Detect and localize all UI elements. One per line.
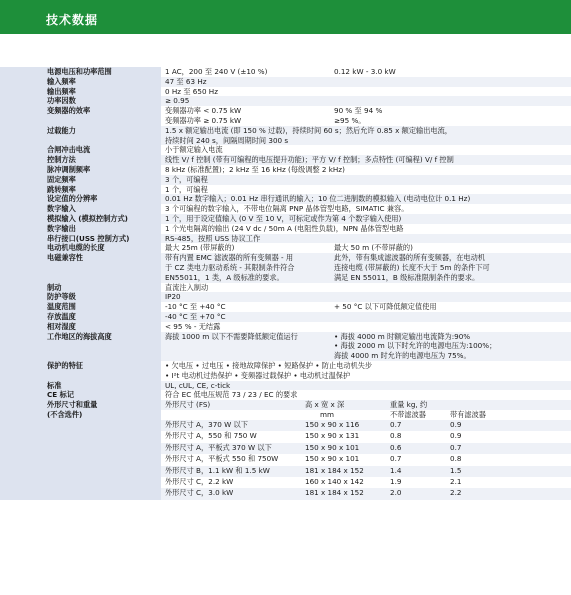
spec-row <box>0 224 571 234</box>
spec-value <box>165 145 223 155</box>
spec-row <box>0 96 571 106</box>
spec-line: 90 % 至 94 % <box>334 106 383 116</box>
spec-value <box>165 302 225 312</box>
spec-line: 于 CZ 类电力驱动系统 - 其限制条件符合 <box>165 262 295 272</box>
dim-weight-nofilter: 0.7 <box>390 419 402 429</box>
spec-label-empty <box>0 488 161 499</box>
spec-value <box>165 126 452 146</box>
spec-line: 连接电缆 (带屏蔽的) 长度不大于 5m 的条件下可 <box>334 262 490 272</box>
spec-label: 相对湿度 <box>0 322 161 332</box>
spec-line: 符合 EC 低电压规范 73 / 23 / EC 的要求 <box>165 390 298 400</box>
spec-row <box>0 381 571 391</box>
dim-weight-nofilter: 0.6 <box>390 442 402 452</box>
spec-label: 过载能力 <box>0 126 161 146</box>
spec-value <box>165 77 207 87</box>
spec-line: 满足 EN 55011，B 级标准限制条件的要求。 <box>334 272 480 282</box>
dim-size: 150 x 90 x 101 <box>305 442 360 452</box>
dim-weight-filter: 0.7 <box>450 442 462 452</box>
spec-value <box>165 332 298 342</box>
spec-row <box>0 185 571 195</box>
spec-label: 合闸冲击电流 <box>0 145 161 155</box>
spec-label: 输出频率 <box>0 87 161 97</box>
dim-frame: 外形尺寸 B，1.1 kW 和 1.5 kW <box>165 465 270 475</box>
spec-value <box>165 224 403 234</box>
spec-table <box>0 67 571 500</box>
header-bar <box>0 0 571 34</box>
spec-line: 8 kHz (标准配置)；2 kHz 至 16 kHz (每级调整 2 kHz) <box>165 164 345 174</box>
spec-value-secondary <box>334 67 396 77</box>
spec-label: 电源电压和功率范围 <box>0 67 161 77</box>
dim-frame: 外形尺寸 A，550 和 750 W <box>165 431 257 441</box>
spec-row <box>0 302 571 312</box>
spec-line: • 海拔 2000 m 以下时允许的电源电压为:100%； <box>334 341 497 351</box>
dim-frame: 外形尺寸 A，平板式 550 和 750W <box>165 454 279 464</box>
spec-row <box>0 477 571 488</box>
dim-frame: 外形尺寸 A，平板式 370 W 以下 <box>165 442 272 452</box>
spec-line: 海拔 1000 m 以下不需要降低额定值运行 <box>165 331 298 341</box>
spec-value <box>165 390 297 400</box>
spec-line: < 95 % - 无结露 <box>165 321 221 331</box>
spec-row <box>0 361 571 381</box>
spec-label: 电磁兼容性 <box>0 253 161 282</box>
spec-value-secondary <box>334 243 413 253</box>
spec-line: 最大 50 m (不带屏蔽的) <box>334 243 413 253</box>
spec-line: 3 个可编程的数字输入，不带电位隔离 PNP 晶体管型电路，SIMATIC 兼容。 <box>165 204 409 214</box>
spec-value <box>165 322 220 332</box>
spec-value <box>165 214 401 224</box>
spec-row <box>0 400 571 410</box>
dim-head-unit: mm <box>320 409 335 419</box>
dim-size: 150 x 90 x 101 <box>305 454 360 464</box>
spec-row <box>0 292 571 302</box>
spec-sublabel: (不含选件) <box>0 410 161 420</box>
spec-line: -10 °C 至 +40 °C <box>165 302 226 312</box>
spec-value <box>165 204 408 214</box>
spec-line: + 50 °C 以下可降低额定值使用 <box>334 302 437 312</box>
spec-label: 串行接口(USS 控制方式) <box>0 234 161 244</box>
spec-line: 1 个光电隔离的输出 (24 V dc / 50m A (电阻性负载)，NPN 晶体管型电路 <box>165 223 404 233</box>
spec-row <box>0 175 571 185</box>
spec-line: 0.12 kW - 3.0 kW <box>334 67 396 76</box>
spec-label: 功率因数 <box>0 96 161 106</box>
dim-head-dims: 高 x 宽 x 深 <box>305 400 345 410</box>
dim-size: 150 x 90 x 131 <box>305 431 360 441</box>
spec-label: 电动机电缆的长度 <box>0 243 161 253</box>
spec-label: 模拟输入 (模拟控制方式) <box>0 214 161 224</box>
spec-label-empty <box>0 431 161 442</box>
spec-value <box>165 381 230 391</box>
spec-row <box>0 283 571 293</box>
spec-value <box>165 165 345 175</box>
spec-value <box>165 292 181 302</box>
dim-weight-filter: 0.8 <box>450 454 462 464</box>
spec-label-empty <box>0 477 161 488</box>
spec-value <box>165 87 218 97</box>
spec-line: UL, cUL, CE, c-tick <box>165 380 231 390</box>
spec-row <box>0 214 571 224</box>
spec-row <box>0 253 571 282</box>
spec-line: IP20 <box>165 292 181 302</box>
spec-line: 直流注入制动 <box>165 282 209 292</box>
dim-head-w2: 带有滤波器 <box>450 409 486 419</box>
spec-line: 海拔 4000 m 时允许的电源电压为 75%。 <box>334 351 471 361</box>
spec-label: 数字输出 <box>0 224 161 234</box>
spec-value <box>165 185 208 195</box>
spec-line: 47 至 63 Hz <box>165 76 207 86</box>
spec-value <box>165 234 260 244</box>
spec-line: 变频器功率 < 0.75 kW <box>165 106 242 116</box>
spec-line: 持续时间 240 s，间隔周期时间 300 s <box>165 135 289 145</box>
spec-line: EN55011，1 类，A 级标准的要求。 <box>165 272 284 282</box>
spec-label-empty <box>0 420 161 431</box>
spec-value-secondary <box>334 253 490 282</box>
spec-row <box>0 322 571 332</box>
spec-label: 控制方法 <box>0 155 161 165</box>
spec-label: 跳转频率 <box>0 185 161 195</box>
spec-value <box>165 243 234 253</box>
spec-line: 1 个，可编程 <box>165 184 208 194</box>
spec-row <box>0 332 571 361</box>
spec-label: 输入频率 <box>0 77 161 87</box>
spec-line: 0 Hz 至 650 Hz <box>165 86 218 96</box>
spec-label: 保护的特征 <box>0 361 161 381</box>
dim-weight-nofilter: 2.0 <box>390 488 402 498</box>
spec-line: 1 个，用于设定值输入 (0 V 至 10 V，可标定或作为第 4 个数字输入使用) <box>165 213 402 223</box>
spec-line: 1 AC，200 至 240 V (±10 %) <box>165 67 268 76</box>
dim-size: 181 x 184 x 152 <box>305 465 364 475</box>
spec-label-empty <box>0 466 161 477</box>
spec-label: 防护等级 <box>0 292 161 302</box>
spec-row <box>0 145 571 155</box>
spec-row <box>0 390 571 400</box>
dim-frame: 外形尺寸 C，2.2 kW <box>165 476 234 486</box>
dim-frame: 外形尺寸 A，370 W 以下 <box>165 419 248 429</box>
spec-line: 带有内置 EMC 滤波器的所有变频器 - 用 <box>165 253 294 263</box>
spec-label: 存放温度 <box>0 312 161 322</box>
spec-label: 制动 <box>0 283 161 293</box>
dim-weight-nofilter: 0.7 <box>390 454 402 464</box>
dim-weight-filter: 1.5 <box>450 465 462 475</box>
spec-row <box>0 443 571 454</box>
dim-head-frame: 外形尺寸 (FS) <box>165 400 211 410</box>
spec-line: ≥ 0.95 <box>165 96 190 106</box>
spec-line: 0.01 Hz 数字输入；0.01 Hz 串行通讯的输入；10 位二进制数的模拟输入 (电动电位计 0.1 Hz) <box>165 194 471 204</box>
spec-value <box>165 175 208 185</box>
spec-line: 此外，带有集成滤波器的所有变频器，在电动机 <box>334 253 485 263</box>
spec-row <box>0 312 571 322</box>
spec-row <box>0 243 571 253</box>
spec-line: ≥95 %。 <box>334 115 366 125</box>
dim-weight-filter: 0.9 <box>450 431 462 441</box>
spec-value <box>165 194 470 204</box>
spec-row <box>0 165 571 175</box>
dim-head-w1: 不带滤波器 <box>390 409 426 419</box>
spec-value-secondary <box>334 106 382 126</box>
spec-label: 工作地区的海拔高度 <box>0 332 161 361</box>
spec-label: 固定频率 <box>0 175 161 185</box>
spec-row <box>0 488 571 499</box>
spec-row <box>0 204 571 214</box>
spec-row <box>0 194 571 204</box>
spec-row <box>0 420 571 431</box>
dim-weight-nofilter: 0.8 <box>390 431 402 441</box>
dim-weight-filter: 2.1 <box>450 476 462 486</box>
spec-row <box>0 454 571 465</box>
spec-row <box>0 234 571 244</box>
spec-line: • I²t 电动机过热保护 • 变频器过载保护 • 电动机过温保护 <box>165 370 351 380</box>
dim-weight-nofilter: 1.9 <box>390 476 402 486</box>
spec-value <box>165 155 454 165</box>
spec-line: • 海拔 4000 m 时额定输出电流降为:90% <box>334 331 471 341</box>
spec-value <box>165 67 267 77</box>
spec-line: 线性 V/ f 控制 (带有可编程的电压提升功能)；平方 V/ f 控制；多点特性 (可编程) V/ f 控制 <box>165 155 454 165</box>
spec-row <box>0 77 571 87</box>
spec-row <box>0 106 571 126</box>
spec-value <box>165 253 295 282</box>
dim-weight-nofilter: 1.4 <box>390 465 402 475</box>
spec-line: 变频器功率 ≥ 0.75 kW <box>165 115 242 125</box>
spec-label-empty <box>0 443 161 454</box>
spec-line: 小于额定输入电流 <box>165 145 223 155</box>
spec-row <box>0 410 571 420</box>
spec-row <box>0 431 571 442</box>
spec-row <box>0 155 571 165</box>
spec-line: -40 °C 至 +70 °C <box>165 311 226 321</box>
spec-label: 标准 <box>0 381 161 391</box>
dim-size: 160 x 140 x 142 <box>305 476 364 486</box>
spec-line: 最大 25m (带屏蔽的) <box>165 243 235 253</box>
spec-row <box>0 466 571 477</box>
spec-value-secondary <box>334 302 437 312</box>
spec-label: 变频器的效率 <box>0 106 161 126</box>
spec-line: 3 个，可编程 <box>165 174 208 184</box>
spec-label: 温度范围 <box>0 302 161 312</box>
dim-weight-filter: 2.2 <box>450 488 462 498</box>
dim-frame: 外形尺寸 C，3.0 kW <box>165 488 234 498</box>
dim-size: 181 x 184 x 152 <box>305 488 364 498</box>
spec-label: 数字输入 <box>0 204 161 214</box>
spec-row <box>0 87 571 97</box>
page-title: 技术数据 <box>46 13 99 27</box>
spec-row <box>0 126 571 146</box>
dim-head-weight: 重量 kg, 约 <box>390 400 428 410</box>
spec-value <box>165 283 208 293</box>
spec-value <box>165 312 225 322</box>
spec-label: 脉冲调制频率 <box>0 165 161 175</box>
dim-weight-filter: 0.9 <box>450 419 462 429</box>
spec-label: 外形尺寸和重量 <box>0 400 161 410</box>
spec-label-empty <box>0 454 161 465</box>
spec-value-secondary <box>334 332 496 361</box>
spec-value <box>165 361 372 381</box>
spec-row <box>0 67 571 77</box>
spec-line: RS-485，按照 USS 协议工作 <box>165 233 261 243</box>
spec-label: 设定值的分辨率 <box>0 194 161 204</box>
spec-line: • 欠电压 • 过电压 • 接地故障保护 • 短路保护 • 防止电动机失步 <box>165 360 373 370</box>
spec-value <box>165 106 241 126</box>
spec-value <box>165 96 189 106</box>
dim-size: 150 x 90 x 116 <box>305 419 360 429</box>
spec-line: 1.5 x 额定输出电流 (即 150 % 过载)，持续时间 60 s；然后允许 0.85 x 额定输出电流， <box>165 125 452 135</box>
spec-label: CE 标记 <box>0 390 161 400</box>
